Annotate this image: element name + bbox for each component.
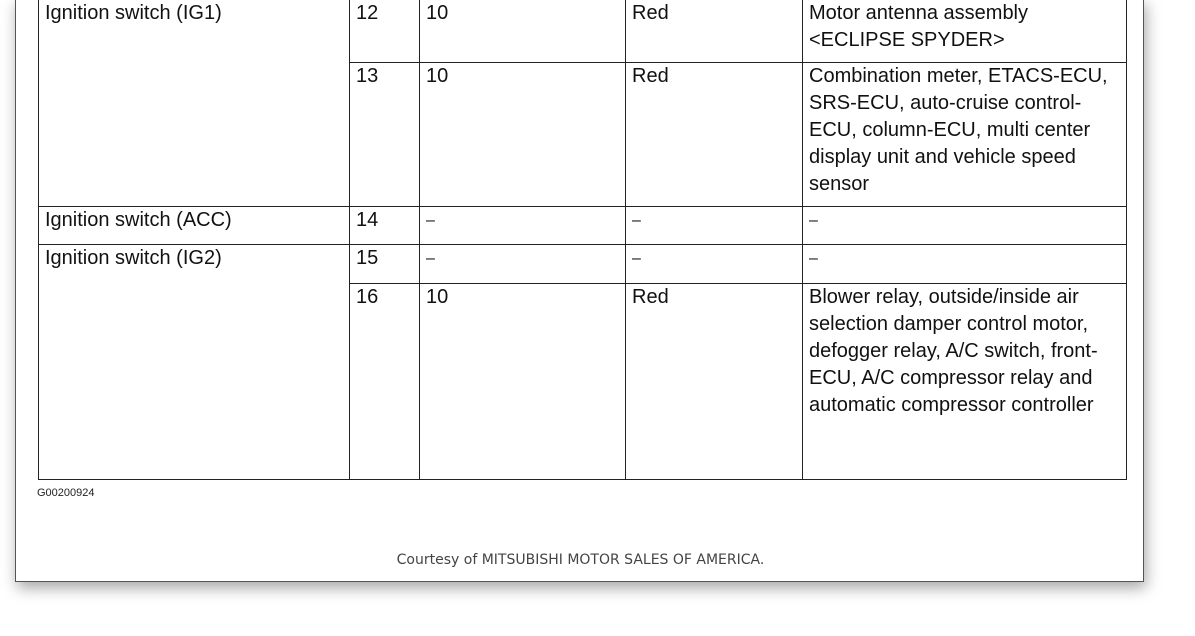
amperage-cell: 10: [420, 284, 626, 480]
load-cell: –: [803, 245, 1127, 284]
load-cell: –: [803, 207, 1127, 245]
circuit-cell: Ignition switch (ACC): [39, 207, 350, 245]
fuse-number-cell: 12: [350, 0, 420, 63]
circuit-cell: Ignition switch (IG1): [39, 0, 350, 207]
table-row: [39, 245, 1127, 284]
color-cell: –: [626, 207, 803, 245]
color-cell: –: [626, 245, 803, 284]
document-frame: [15, 0, 1144, 582]
figure-id: G00200924: [37, 487, 95, 499]
amperage-cell: 10: [420, 63, 626, 207]
load-cell: Blower relay, outside/inside air selection damper control motor, defogger relay, A/C switch, front-ECU, A/C compressor relay and automatic compressor controller: [803, 284, 1127, 480]
load-cell: Motor antenna assembly <ECLIPSE SPYDER>: [803, 0, 1127, 63]
fuse-number-cell: 16: [350, 284, 420, 480]
color-cell: Red: [626, 0, 803, 63]
fuse-number-cell: 13: [350, 63, 420, 207]
table-row: [39, 207, 1127, 245]
fuse-number-cell: 15: [350, 245, 420, 284]
amperage-cell: 10: [420, 0, 626, 63]
circuit-cell: Ignition switch (IG2): [39, 245, 350, 480]
color-cell: Red: [626, 284, 803, 480]
color-cell: Red: [626, 63, 803, 207]
load-cell: Combination meter, ETACS-ECU, SRS-ECU, auto-cruise control-ECU, column-ECU, multi center display unit and vehicle speed sensor: [803, 63, 1127, 207]
fuse-number-cell: 14: [350, 207, 420, 245]
fuse-table: [38, 0, 1127, 480]
table-row: [39, 0, 1127, 63]
amperage-cell: –: [420, 207, 626, 245]
courtesy-caption: Courtesy of MITSUBISHI MOTOR SALES OF AMERICA.: [396, 552, 765, 568]
amperage-cell: –: [420, 245, 626, 284]
